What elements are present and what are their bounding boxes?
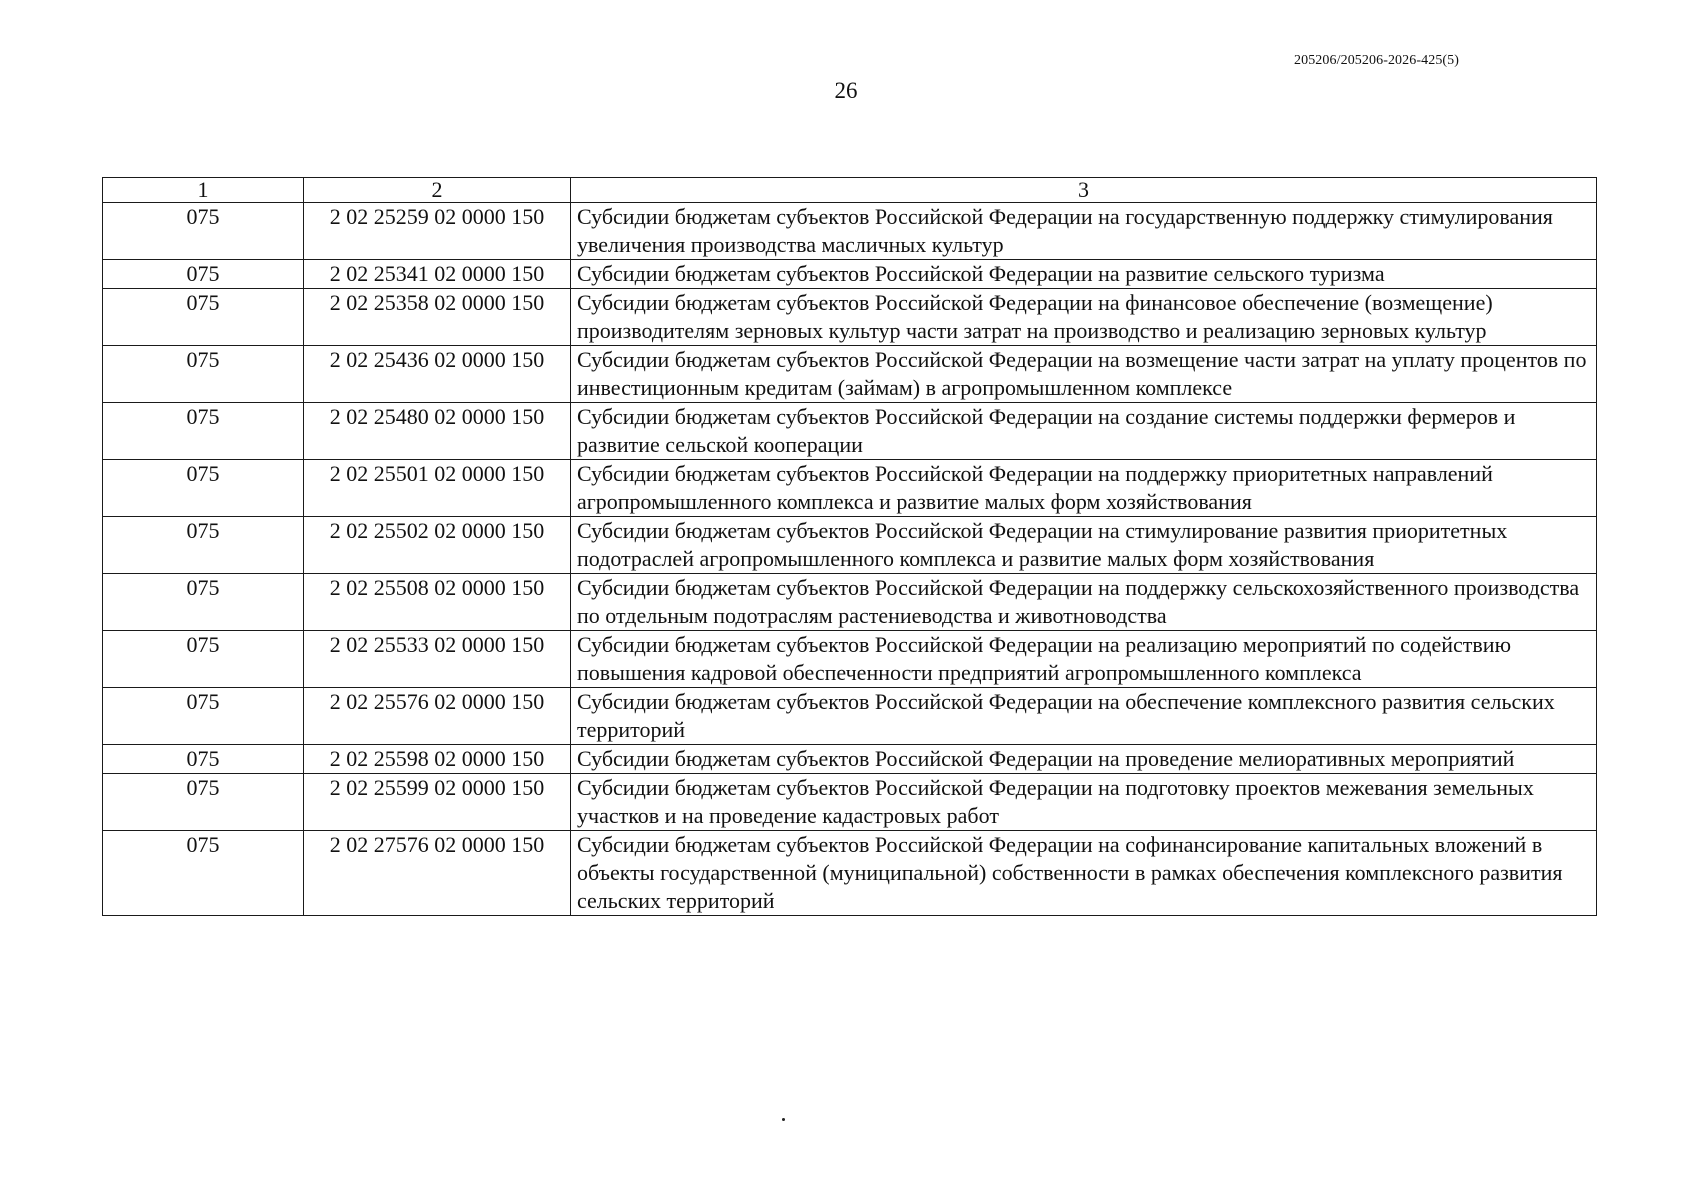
admin-code-cell: 075 bbox=[103, 574, 304, 631]
admin-code-cell: 075 bbox=[103, 831, 304, 916]
admin-code-cell: 075 bbox=[103, 745, 304, 774]
admin-code-cell: 075 bbox=[103, 346, 304, 403]
description-cell: Субсидии бюджетам субъектов Российской Федерации на финансовое обеспечение (возмещение) производителям зерновых культур части затрат на производство и реализацию зерновых культур bbox=[571, 289, 1597, 346]
table-row bbox=[103, 745, 1597, 774]
budget-code-cell: 2 02 25502 02 0000 150 bbox=[304, 517, 571, 574]
description-cell: Субсидии бюджетам субъектов Российской Федерации на поддержку сельскохозяйственного производства по отдельным подотраслям растениеводства и животноводства bbox=[571, 574, 1597, 631]
admin-code-cell: 075 bbox=[103, 688, 304, 745]
scan-dot bbox=[782, 1118, 785, 1121]
table-row bbox=[103, 688, 1597, 745]
budget-code-cell: 2 02 25341 02 0000 150 bbox=[304, 260, 571, 289]
admin-code-cell: 075 bbox=[103, 260, 304, 289]
budget-code-cell: 2 02 25599 02 0000 150 bbox=[304, 774, 571, 831]
description-cell: Субсидии бюджетам субъектов Российской Федерации на развитие сельского туризма bbox=[571, 260, 1597, 289]
table-row bbox=[103, 774, 1597, 831]
admin-code-cell: 075 bbox=[103, 403, 304, 460]
description-cell: Субсидии бюджетам субъектов Российской Федерации на создание системы поддержки фермеров и развитие сельской кооперации bbox=[571, 403, 1597, 460]
description-cell: Субсидии бюджетам субъектов Российской Федерации на стимулирование развития приоритетных подотраслей агропромышленного комплекса и развитие малых форм хозяйствования bbox=[571, 517, 1597, 574]
column-header-3: 3 bbox=[571, 178, 1597, 203]
admin-code-cell: 075 bbox=[103, 517, 304, 574]
table-row bbox=[103, 289, 1597, 346]
description-cell: Субсидии бюджетам субъектов Российской Федерации на подготовку проектов межевания земельных участков и на проведение кадастровых работ bbox=[571, 774, 1597, 831]
table-row bbox=[103, 203, 1597, 260]
budget-code-cell: 2 02 25576 02 0000 150 bbox=[304, 688, 571, 745]
admin-code-cell: 075 bbox=[103, 631, 304, 688]
budget-code-cell: 2 02 25436 02 0000 150 bbox=[304, 346, 571, 403]
table-row bbox=[103, 631, 1597, 688]
description-cell: Субсидии бюджетам субъектов Российской Федерации на обеспечение комплексного развития сельских территорий bbox=[571, 688, 1597, 745]
admin-code-cell: 075 bbox=[103, 203, 304, 260]
column-header-1: 1 bbox=[103, 178, 304, 203]
description-cell: Субсидии бюджетам субъектов Российской Федерации на проведение мелиоративных мероприятий bbox=[571, 745, 1597, 774]
budget-code-cell: 2 02 25259 02 0000 150 bbox=[304, 203, 571, 260]
admin-code-cell: 075 bbox=[103, 289, 304, 346]
table-row bbox=[103, 831, 1597, 916]
budget-code-cell: 2 02 25598 02 0000 150 bbox=[304, 745, 571, 774]
budget-code-cell: 2 02 25501 02 0000 150 bbox=[304, 460, 571, 517]
admin-code-cell: 075 bbox=[103, 774, 304, 831]
table-header-row bbox=[103, 178, 1597, 203]
budget-code-cell: 2 02 27576 02 0000 150 bbox=[304, 831, 571, 916]
budget-code-cell: 2 02 25358 02 0000 150 bbox=[304, 289, 571, 346]
description-cell: Субсидии бюджетам субъектов Российской Федерации на возмещение части затрат на уплату процентов по инвестиционным кредитам (займам) в агропромышленном комплексе bbox=[571, 346, 1597, 403]
description-cell: Субсидии бюджетам субъектов Российской Федерации на софинансирование капитальных вложений в объекты государственной (муниципальной) собственности в рамках обеспечения комплексного развития сельских территорий bbox=[571, 831, 1597, 916]
description-cell: Субсидии бюджетам субъектов Российской Федерации на государственную поддержку стимулирования увеличения производства масличных культур bbox=[571, 203, 1597, 260]
budget-codes-table bbox=[102, 177, 1597, 916]
description-cell: Субсидии бюджетам субъектов Российской Федерации на поддержку приоритетных направлений агропромышленного комплекса и развитие малых форм хозяйствования bbox=[571, 460, 1597, 517]
table-row bbox=[103, 346, 1597, 403]
description-cell: Субсидии бюджетам субъектов Российской Федерации на реализацию мероприятий по содействию повышения кадровой обеспеченности предприятий агропромышленного комплекса bbox=[571, 631, 1597, 688]
document-id: 205206/205206-2026-425(5) bbox=[1294, 53, 1460, 68]
table-row bbox=[103, 517, 1597, 574]
table-row bbox=[103, 260, 1597, 289]
budget-code-cell: 2 02 25508 02 0000 150 bbox=[304, 574, 571, 631]
budget-code-cell: 2 02 25480 02 0000 150 bbox=[304, 403, 571, 460]
page-number: 26 bbox=[834, 78, 858, 103]
admin-code-cell: 075 bbox=[103, 460, 304, 517]
budget-code-cell: 2 02 25533 02 0000 150 bbox=[304, 631, 571, 688]
column-header-2: 2 bbox=[304, 178, 571, 203]
table-row bbox=[103, 403, 1597, 460]
table-row bbox=[103, 574, 1597, 631]
table-row bbox=[103, 460, 1597, 517]
